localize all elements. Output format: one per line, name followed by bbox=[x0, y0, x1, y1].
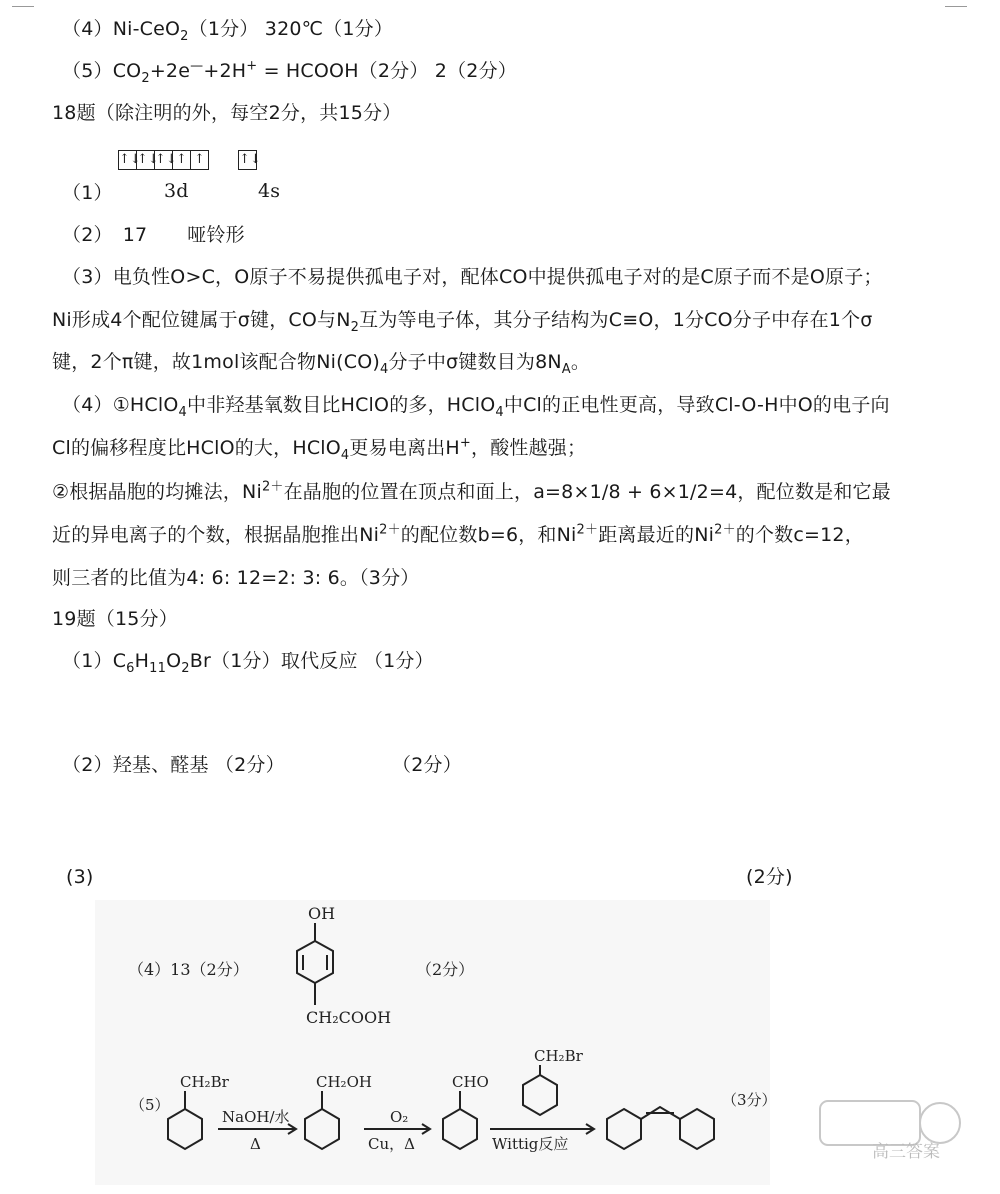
orbital-3d-label: 3d bbox=[164, 180, 189, 202]
arrow2-top: O₂ bbox=[390, 1108, 409, 1126]
q19-part2: （2）羟基、醛基 （2分） bbox=[62, 754, 285, 776]
q19-part4-score: （2分） bbox=[416, 960, 475, 979]
q17-part5: $(5)CO_2+2e^—+2H^+$ = HCOOH（2分） 2（2分） bbox=[62, 58, 517, 86]
q19-part2-score: （2分） bbox=[392, 754, 462, 776]
q18-part4-line2: Cl的偏移程度比HClO的大，HClO$_4$更易电离出H+，酸性越强； bbox=[52, 435, 587, 463]
q18-part3-line3: 键，2个π键，故1mol该配合物$Ni(CO)_4$分子中σ键数目为$8N_A$。 bbox=[52, 351, 591, 377]
wittig-reagent: CH₂Br bbox=[534, 1047, 583, 1065]
orbital-4s-label: 4s bbox=[258, 180, 281, 202]
orbital-box: ↑↓ bbox=[154, 150, 172, 170]
q18-part3-line2: Ni形成4个配位键属于σ键，CO与$N_2$互为等电子体，其分子结构为C≡O，1分CO分子中存在1个σ bbox=[52, 309, 873, 335]
orbital-box: ↑↓ bbox=[238, 150, 257, 170]
orbital-4s-boxes bbox=[238, 150, 261, 170]
chemistry-scan-block bbox=[0, 895, 1000, 1194]
arrow1-top: NaOH/水 bbox=[222, 1108, 290, 1126]
q18-part2: （2） 17 哑铃形 bbox=[62, 224, 245, 246]
side-chain: CH₂COOH bbox=[306, 1008, 392, 1027]
orbital-box: ↑↓ bbox=[118, 150, 136, 170]
benzaldehyde: CHO bbox=[452, 1073, 489, 1091]
q18-part4-line4: 近的异电离子的个数，根据晶胞推出$Ni^{2+}$的配位数b=6，和$Ni^{2+}$距离最近的$Ni^{2+}$的个数c=12， bbox=[52, 522, 864, 546]
q19-part5-label: （5） bbox=[130, 1096, 170, 1114]
orbital-box: ↑ bbox=[190, 150, 209, 170]
q19-part3-score: (2分) bbox=[746, 866, 793, 888]
q18-header: 18题（除注明的外，每空2分，共15分） bbox=[52, 102, 402, 124]
orbital-box: ↑↓ bbox=[136, 150, 154, 170]
q18-part4-line5: 则三者的比值为4: 6: 12=2: 3: 6。（3分） bbox=[52, 567, 420, 589]
q19-part3-label: (3) bbox=[66, 866, 94, 888]
orbital-3d-boxes bbox=[118, 150, 209, 170]
oh-group: OH bbox=[308, 904, 336, 923]
watermark-text: 高三答案 bbox=[872, 1142, 940, 1162]
arrow3-bottom: Wittig反应 bbox=[492, 1135, 569, 1153]
q18-part1-label: （1） bbox=[62, 182, 113, 204]
page-corner-left bbox=[12, 0, 34, 7]
q19-header: 19题（15分） bbox=[52, 608, 178, 630]
q18-part4-line3: ②根据晶胞的均摊法，$Ni^{2+}$在晶胞的位置在顶点和面上，a=8×1/8 + 6×1/2=4，配位数是和它最 bbox=[52, 479, 891, 503]
watermark-logo bbox=[820, 1101, 960, 1145]
q19-part4-label: （4）13（2分） bbox=[128, 960, 249, 979]
orbital-box: ↑ bbox=[172, 150, 190, 170]
arrow1-bottom: Δ bbox=[250, 1135, 261, 1153]
q18-part3-line1: （3）电负性O>C，O原子不易提供孤电子对，配体CO中提供孤电子对的是C原子而不是O原子； bbox=[62, 266, 883, 288]
reagent-benzyl-bromide: CH₂Br bbox=[180, 1073, 229, 1091]
arrow2-bottom: Cu，Δ bbox=[368, 1135, 415, 1153]
page-corner-right bbox=[945, 0, 967, 7]
q19-part5-score: （3分） bbox=[722, 1091, 777, 1109]
q18-part4-line1: （4）①HClO$_4$中非羟基氧数目比HClO的多，HClO$_4$中Cl的正电性更高，导致Cl-O-H中O的电子向 bbox=[62, 394, 890, 420]
benzyl-alcohol: CH₂OH bbox=[316, 1073, 372, 1091]
orbital-diagram bbox=[118, 150, 261, 172]
q19-part1: $(1)C_6H_{11}O_2Br(1$分）取代反应 （1分） bbox=[62, 650, 434, 676]
q17-part4: （4）Ni-CeO$_2$（1分） 320℃（1分） bbox=[62, 18, 394, 44]
